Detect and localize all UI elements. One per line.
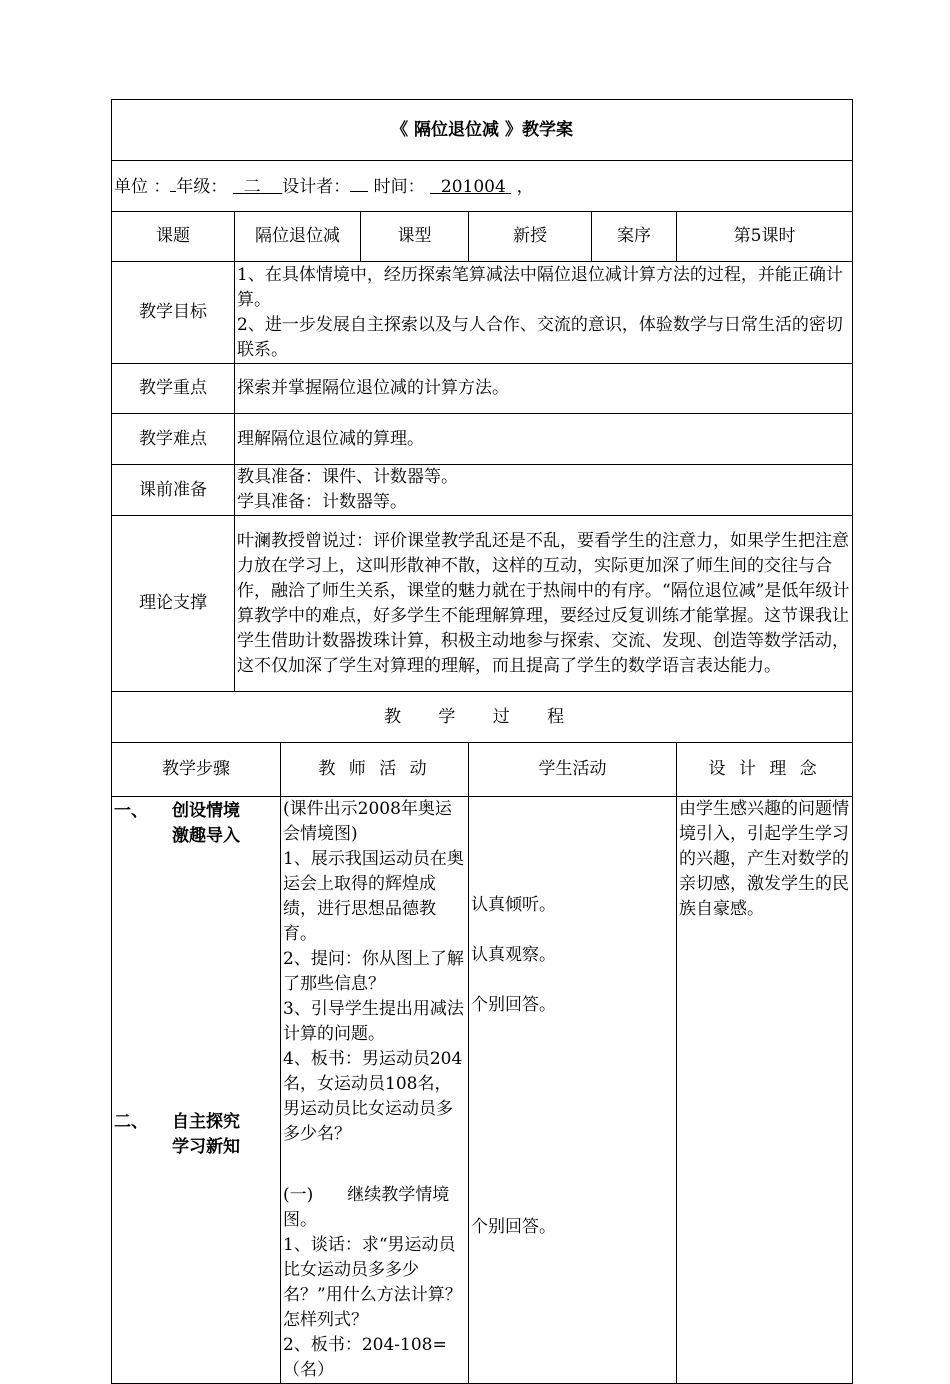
difficulty-text: 理解隔位退位减的算理。 bbox=[235, 414, 853, 465]
teacher-activity-item: 2、板书：204-108= （名） bbox=[283, 1335, 481, 1380]
designer-label: 设计者： bbox=[282, 176, 351, 197]
order-label: 案序 bbox=[592, 212, 677, 262]
theory-label: 理论支撑 bbox=[112, 516, 235, 692]
goal-item: 2、进一步发展自主探索以及与人合作、交流的意识，体验数学与日常生活的密切联系。 bbox=[237, 314, 843, 360]
step-item bbox=[114, 799, 278, 849]
step-title-line: 自主探究 bbox=[172, 1112, 240, 1132]
unit-sep: ： bbox=[153, 176, 171, 197]
teacher-activity-item: 3、引导学生提出用减法计算的问题。 bbox=[283, 999, 464, 1044]
grade-value: 二 bbox=[243, 176, 261, 197]
goals-content bbox=[235, 262, 853, 364]
teacher-activity-item: 1、谈话：求“男运动员比女运动员多多少名？”用什么方法计算？怎样列式？ bbox=[283, 1235, 462, 1330]
time-label: 时间： bbox=[373, 176, 425, 197]
teacher-activity-item: (课件出示2008年奥运会情境图) bbox=[283, 799, 452, 844]
teacher-activity-item: 1、展示我国运动员在奥运会上取得的辉煌成绩，进行思想品德教育。 bbox=[283, 849, 464, 944]
student-activity-item: 认真倾听。 bbox=[471, 895, 556, 915]
preparation-item: 教具准备：课件、计数器等。 bbox=[237, 467, 458, 487]
student-activity bbox=[469, 797, 677, 1384]
theory-text: 叶澜教授曾说过：评价课堂教学乱还是不乱，要看学生的注意力，如果学生把注意力放在学习上，这叫形散神不散，这样的互动，实际更加深了师生间的交往与合作，融洽了师生关系，课堂的魅力就在于热闹中的有序。“隔位退位减”是低年级计算教学中的难点，好多学生不能理解算理，要经过反复训练才能掌握。这节课我让学生借助计数器拨珠计算，积极主动地参与探索、交流、发现、创造等数学活动，这不仅加深了学生对算理的理解，而且提高了学生的数学语言表达能力。 bbox=[235, 516, 853, 692]
header-design: 设 计 理 念 bbox=[677, 743, 853, 797]
difficulty-label: 教学难点 bbox=[112, 414, 235, 465]
topic-label: 课题 bbox=[112, 212, 235, 262]
step-title-line: 创设情境 bbox=[172, 801, 240, 821]
goal-item: 1、在具体情境中，经历探索笔算减法中隔位退位减计算方法的过程，并能正确计算。 bbox=[237, 264, 843, 310]
meta-tail: ， bbox=[516, 176, 534, 197]
key-point-text: 探索并掌握隔位退位减的计算方法。 bbox=[235, 364, 853, 414]
step-number: 二、 bbox=[114, 1112, 148, 1132]
student-activity-item: 个别回答。 bbox=[471, 1217, 556, 1237]
teacher-activity-item: 4、板书：男运动员204名，女运动员108名，男运动员比女运动员多多少名？ bbox=[283, 1049, 463, 1144]
header-student: 学生活动 bbox=[469, 743, 677, 797]
preparation-item: 学具准备：计数器等。 bbox=[237, 492, 407, 512]
lesson-plan-table bbox=[111, 99, 853, 1384]
designer-blank bbox=[350, 173, 368, 192]
student-activity-item: 认真观察。 bbox=[471, 945, 556, 965]
order-value: 第5课时 bbox=[677, 212, 853, 262]
step-title-line: 学习新知 bbox=[172, 1137, 240, 1157]
design-idea: 由学生感兴趣的问题情境引入，引起学生学习的兴趣，产生对数学的亲切感，激发学生的民族自豪感。 bbox=[677, 797, 853, 1384]
unit-label: 单位 bbox=[114, 176, 148, 197]
steps-column bbox=[112, 797, 281, 1384]
document-title: 《 隔位退位减 》教学案 bbox=[112, 100, 853, 161]
process-heading: 教 学 过 程 bbox=[112, 692, 853, 743]
teacher-activity-item: 2、提问：你从图上了解了那些信息？ bbox=[283, 949, 464, 994]
topic-value: 隔位退位减 bbox=[235, 212, 361, 262]
step-title-line: 激趣导入 bbox=[172, 826, 240, 846]
teacher-activity-item: (一) 继续教学情境图。 bbox=[283, 1185, 450, 1230]
lesson-plan-page bbox=[111, 99, 852, 1384]
preparation-content bbox=[235, 465, 853, 516]
header-step: 教学步骤 bbox=[112, 743, 281, 797]
type-value: 新授 bbox=[469, 212, 592, 262]
step-number: 一、 bbox=[114, 801, 148, 821]
grade-label: 年级： bbox=[176, 176, 228, 197]
key-point-label: 教学重点 bbox=[112, 364, 235, 414]
type-label: 课型 bbox=[361, 212, 469, 262]
header-teacher: 教 师 活 动 bbox=[281, 743, 469, 797]
step-item bbox=[114, 1110, 278, 1160]
time-value: 201004 bbox=[440, 176, 506, 197]
student-activity-item: 个别回答。 bbox=[471, 995, 556, 1015]
meta-row bbox=[112, 161, 853, 212]
preparation-label: 课前准备 bbox=[112, 465, 235, 516]
goals-label: 教学目标 bbox=[112, 262, 235, 364]
teacher-activity bbox=[281, 797, 481, 1384]
